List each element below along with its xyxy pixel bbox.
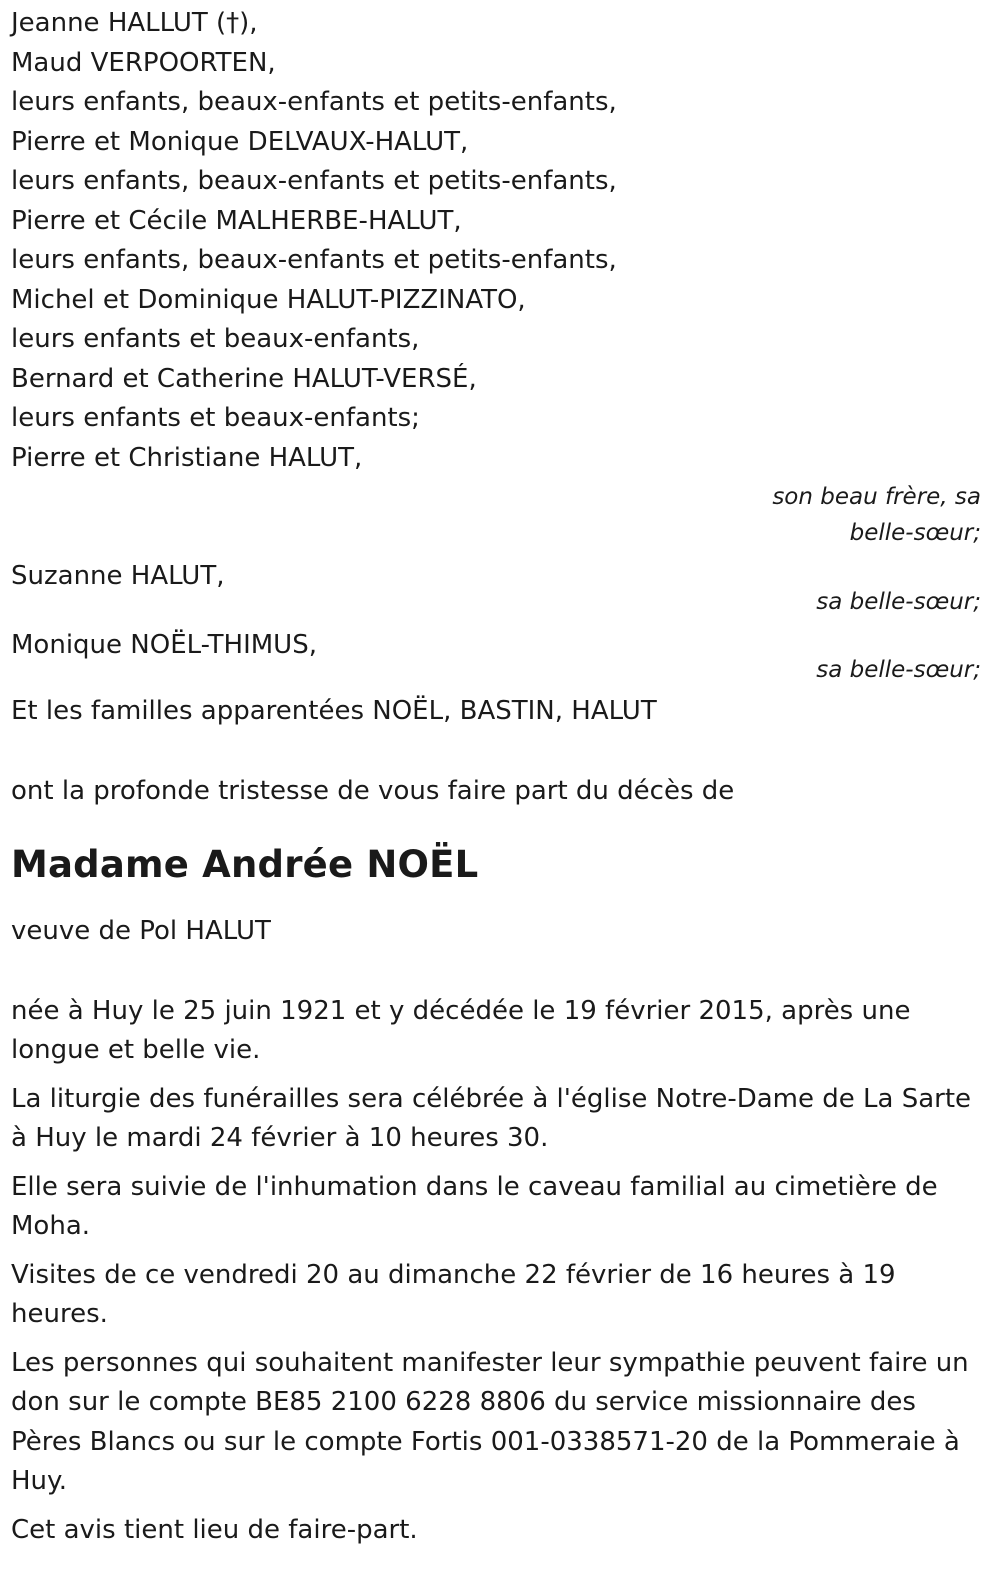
- family-line: leurs enfants, beaux-enfants et petits-enfants,: [11, 245, 617, 275]
- closing-paragraph: Cet avis tient lieu de faire-part.: [11, 1514, 418, 1545]
- relative-name: Suzanne HALUT,: [11, 561, 225, 591]
- widow-of: veuve de Pol HALUT: [11, 916, 271, 946]
- family-line: Pierre et Cécile MALHERBE-HALUT,: [11, 205, 462, 236]
- family-list: [11, 4, 981, 478]
- birth-death-paragraph: née à Huy le 25 juin 1921 et y décédée le 19 février 2015, après une longue et belle vie.: [11, 995, 911, 1065]
- relation-line: belle-sœur;: [849, 520, 981, 546]
- family-line: leurs enfants et beaux-enfants;: [11, 403, 420, 433]
- family-line: Bernard et Catherine HALUT-VERSÉ,: [11, 363, 477, 394]
- family-line: Michel et Dominique HALUT-PIZZINATO,: [11, 284, 526, 315]
- family-line: Pierre et Christiane HALUT,: [11, 442, 363, 473]
- relative-relation: sa belle-sœur;: [816, 657, 981, 683]
- visits-paragraph: Visites de ce vendredi 20 au dimanche 22 février de 16 heures à 19 heures.: [11, 1259, 896, 1329]
- deceased-name: Madame Andrée NOËL: [11, 843, 479, 886]
- relative-relation: sa belle-sœur;: [816, 588, 981, 615]
- relative-name: Monique NOËL-THIMUS,: [11, 629, 317, 660]
- family-relation-note: [11, 479, 981, 551]
- related-families: Et les familles apparentées NOËL, BASTIN, HALUT: [11, 696, 657, 726]
- family-line: Pierre et Monique DELVAUX-HALUT,: [11, 126, 469, 157]
- funeral-paragraph: La liturgie des funérailles sera célébrée à l'église Notre-Dame de La Sarte à Huy le mardi 24 février à 10 heures 30.: [11, 1083, 972, 1153]
- relative-entry: [11, 557, 981, 620]
- death-notice: [11, 4, 981, 1559]
- family-line: leurs enfants, beaux-enfants et petits-enfants,: [11, 87, 617, 117]
- donation-paragraph: Les personnes qui souhaitent manifester leur sympathie peuvent faire un don sur le compte BE85 2100 6228 8806 du service missionnaire des Pères Blancs ou sur le compte Fortis 001-0338571-20 de la Pommeraie à Huy.: [11, 1347, 969, 1496]
- burial-paragraph: Elle sera suivie de l'inhumation dans le caveau familial au cimetière de Moha.: [11, 1171, 938, 1241]
- family-line: leurs enfants et beaux-enfants,: [11, 324, 420, 354]
- family-line: leurs enfants, beaux-enfants et petits-enfants,: [11, 166, 617, 196]
- announcement: ont la profonde tristesse de vous faire part du décès de: [11, 775, 735, 806]
- family-line: Jeanne HALLUT (†),: [11, 8, 258, 38]
- relation-line: son beau frère, sa: [772, 484, 981, 510]
- family-line: Maud VERPOORTEN,: [11, 47, 276, 78]
- relative-entry: [11, 626, 981, 689]
